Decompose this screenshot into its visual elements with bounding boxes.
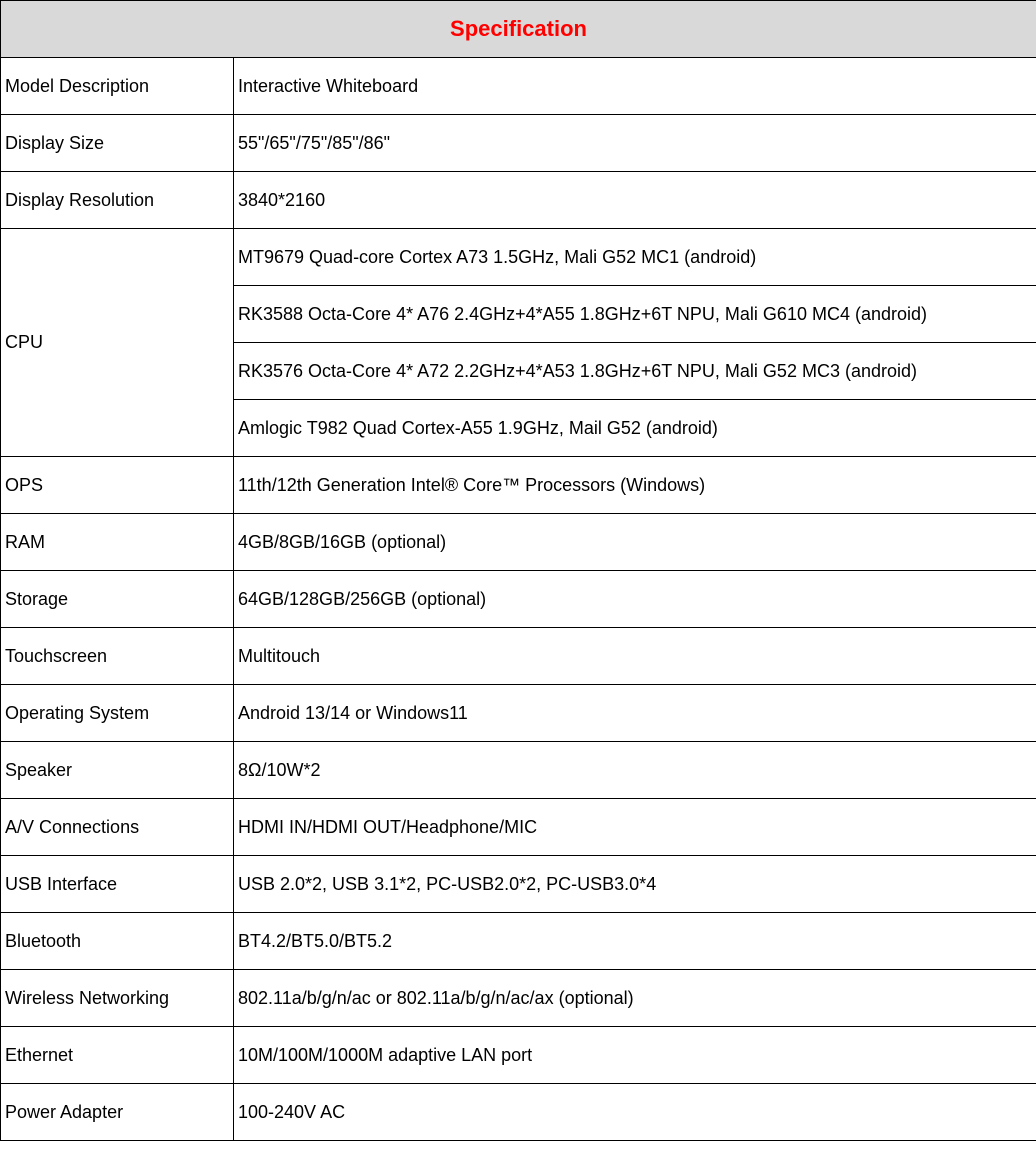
spec-value: RK3588 Octa-Core 4* A76 2.4GHz+4*A55 1.8GHz+6T NPU, Mali G610 MC4 (android) xyxy=(234,286,1036,343)
spec-value: 802.11a/b/g/n/ac or 802.11a/b/g/n/ac/ax (optional) xyxy=(234,970,1036,1027)
table-row xyxy=(1,1027,1036,1084)
table-row xyxy=(1,913,1036,970)
table-row xyxy=(1,115,1036,172)
spec-value: RK3576 Octa-Core 4* A72 2.2GHz+4*A53 1.8GHz+6T NPU, Mali G52 MC3 (android) xyxy=(234,343,1036,400)
spec-value: 11th/12th Generation Intel® Core™ Processors (Windows) xyxy=(234,457,1036,514)
spec-label: Display Resolution xyxy=(1,172,234,229)
table-row xyxy=(1,742,1036,799)
table-row xyxy=(1,799,1036,856)
spec-value: Interactive Whiteboard xyxy=(234,58,1036,115)
spec-label: Model Description xyxy=(1,58,234,115)
spec-label: Ethernet xyxy=(1,1027,234,1084)
table-row xyxy=(1,172,1036,229)
spec-value: 3840*2160 xyxy=(234,172,1036,229)
spec-value: HDMI IN/HDMI OUT/Headphone/MIC xyxy=(234,799,1036,856)
spec-value: Android 13/14 or Windows11 xyxy=(234,685,1036,742)
spec-value: 10M/100M/1000M adaptive LAN port xyxy=(234,1027,1036,1084)
spec-label: Touchscreen xyxy=(1,628,234,685)
spec-label: Power Adapter xyxy=(1,1084,234,1141)
spec-value: USB 2.0*2, USB 3.1*2, PC-USB2.0*2, PC-USB3.0*4 xyxy=(234,856,1036,913)
spec-label: Display Size xyxy=(1,115,234,172)
spec-value: 4GB/8GB/16GB (optional) xyxy=(234,514,1036,571)
spec-label: Storage xyxy=(1,571,234,628)
table-row xyxy=(1,628,1036,685)
table-row xyxy=(1,457,1036,514)
spec-label: A/V Connections xyxy=(1,799,234,856)
spec-label: Wireless Networking xyxy=(1,970,234,1027)
table-row xyxy=(1,856,1036,913)
table-row xyxy=(1,571,1036,628)
spec-label: USB Interface xyxy=(1,856,234,913)
table-row xyxy=(1,685,1036,742)
spec-label: Speaker xyxy=(1,742,234,799)
spec-value: MT9679 Quad-core Cortex A73 1.5GHz, Mali G52 MC1 (android) xyxy=(234,229,1036,286)
spec-label: Bluetooth xyxy=(1,913,234,970)
spec-value: BT4.2/BT5.0/BT5.2 xyxy=(234,913,1036,970)
spec-value: Amlogic T982 Quad Cortex-A55 1.9GHz, Mail G52 (android) xyxy=(234,400,1036,457)
table-header-row xyxy=(1,1,1036,58)
spec-label: Operating System xyxy=(1,685,234,742)
table-title: Specification xyxy=(1,1,1036,58)
spec-value: Multitouch xyxy=(234,628,1036,685)
table-row xyxy=(1,229,1036,286)
spec-value: 8Ω/10W*2 xyxy=(234,742,1036,799)
spec-label: RAM xyxy=(1,514,234,571)
spec-value: 100-240V AC xyxy=(234,1084,1036,1141)
table-row xyxy=(1,1084,1036,1141)
specification-table-body xyxy=(1,1,1036,1141)
spec-label: CPU xyxy=(1,229,234,457)
table-row xyxy=(1,58,1036,115)
spec-label: OPS xyxy=(1,457,234,514)
spec-value: 55"/65"/75"/85"/86" xyxy=(234,115,1036,172)
spec-value: 64GB/128GB/256GB (optional) xyxy=(234,571,1036,628)
table-row xyxy=(1,970,1036,1027)
table-row xyxy=(1,514,1036,571)
